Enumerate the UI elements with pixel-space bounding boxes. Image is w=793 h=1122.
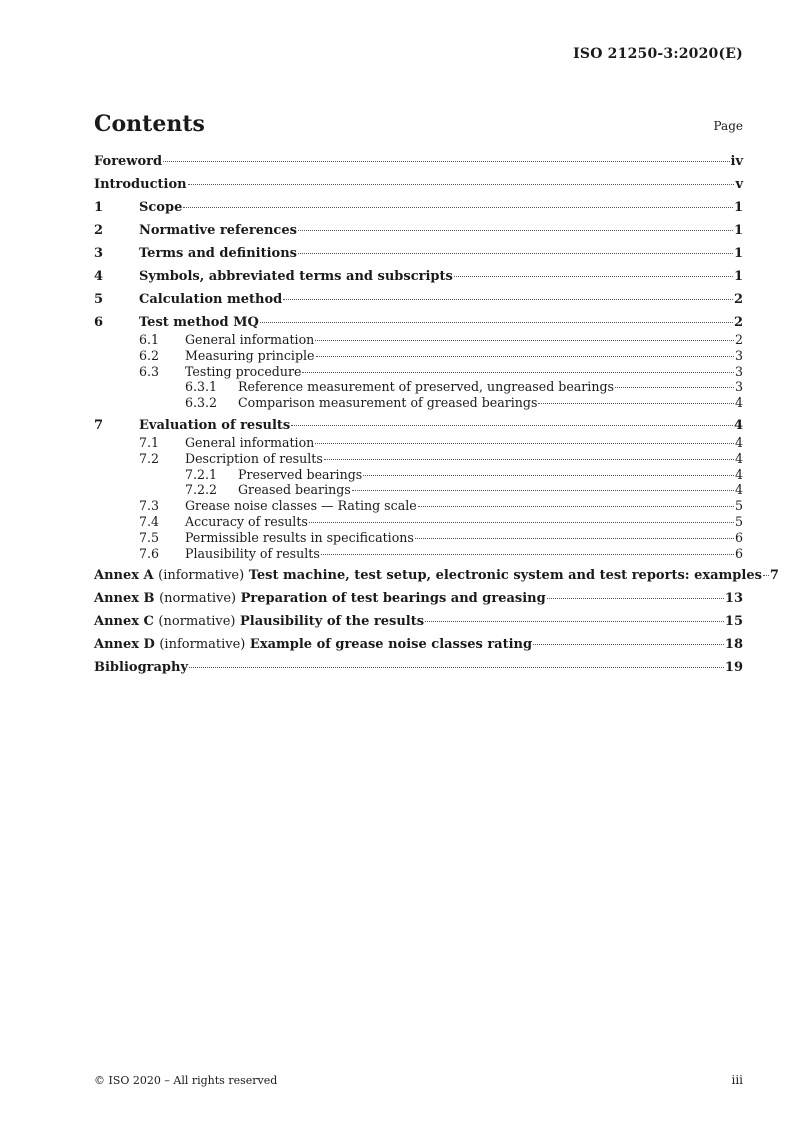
toc-entry-title: Description of results: [185, 450, 323, 466]
toc-entry-page: 5: [734, 513, 743, 529]
toc-entry-title: Testing procedure: [185, 363, 302, 379]
toc-entry[interactable]: [94, 482, 743, 498]
toc-entry[interactable]: [94, 395, 743, 411]
toc-entry-title: Evaluation of results: [139, 417, 291, 433]
dot-leader: [298, 230, 733, 231]
dot-leader: [298, 253, 733, 254]
toc-entry-page: 4: [734, 395, 743, 411]
toc-entry-number: 6.3: [139, 363, 160, 379]
toc-entry-title: Symbols, abbreviated terms and subscripts: [139, 269, 453, 284]
toc-entry-number: 7.2.1: [185, 466, 218, 482]
toc-entry-title: General information: [185, 434, 315, 450]
toc-entry[interactable]: [94, 514, 743, 530]
annex-title: Example of grease noise classes rating: [249, 637, 533, 653]
dot-leader: [260, 322, 733, 323]
dot-leader: [309, 522, 734, 523]
toc-entry-number: 7.1: [139, 434, 160, 450]
annex-kind: (normative): [159, 591, 237, 607]
dot-leader: [352, 490, 734, 491]
toc-entry-title: Calculation method: [139, 292, 283, 307]
toc-entry[interactable]: [94, 200, 743, 216]
toc-entry-page: 6: [734, 529, 743, 545]
toc-entry[interactable]: [94, 591, 743, 607]
dot-leader: [315, 443, 734, 444]
annex-title: Test machine, test setup, electronic system and test reports: examples: [248, 568, 762, 584]
toc-entry-number: 6.1: [139, 332, 160, 347]
toc-entry-page: 2: [734, 332, 743, 347]
toc-entry-number: 7.4: [139, 513, 160, 529]
toc-entry-page: 1: [733, 246, 743, 261]
dot-leader: [183, 207, 733, 208]
dot-leader: [321, 554, 734, 555]
dot-leader: [324, 459, 734, 460]
annex-kind: (informative): [159, 637, 246, 653]
toc-entry-number: 2: [94, 223, 104, 238]
dot-leader: [315, 340, 734, 341]
toc-entry-title: [94, 614, 424, 630]
toc-entry-page: 2: [733, 315, 743, 330]
toc-entry-page: 2: [733, 292, 743, 307]
page-column-label: Page: [713, 119, 743, 133]
toc-entry-number: 3: [94, 246, 104, 261]
toc-entry[interactable]: [94, 269, 743, 285]
dot-leader: [302, 372, 734, 373]
annex-label: Annex B: [94, 591, 155, 607]
toc-entry[interactable]: [94, 292, 743, 308]
toc-entry[interactable]: [94, 498, 743, 514]
dot-leader: [763, 575, 769, 576]
dot-leader: [415, 538, 734, 539]
toc-entry-title: Permissible results in specifications: [185, 529, 414, 545]
toc-entry-page: 4: [733, 417, 743, 433]
document-standard-id: ISO 21250-3:2020(E): [573, 46, 743, 62]
toc-entry-page: 5: [734, 498, 743, 514]
toc-entry-page: 18: [724, 637, 743, 653]
dot-leader: [538, 403, 734, 404]
toc-entry-number: 5: [94, 292, 104, 307]
toc-entry-title: [94, 568, 762, 584]
toc-entry-page: 6: [734, 545, 743, 561]
toc-entry-page: 3: [734, 363, 743, 379]
footer-page-number: iii: [731, 1073, 743, 1087]
toc-entry-title: Greased bearings: [238, 482, 351, 498]
dot-leader: [163, 161, 729, 162]
dot-leader: [291, 425, 733, 426]
toc-entry-title: Terms and definitions: [139, 246, 297, 261]
toc-entry-title: Foreword: [94, 154, 163, 169]
toc-entry-number: 6.3.1: [185, 379, 218, 395]
toc-entry-title: Accuracy of results: [185, 513, 308, 529]
toc-entry-page: 3: [734, 379, 743, 395]
dot-leader: [533, 644, 724, 645]
annex-label: Annex A: [94, 568, 154, 584]
toc-entry[interactable]: [94, 315, 743, 331]
toc-entry[interactable]: [94, 546, 743, 562]
toc-entry[interactable]: [94, 246, 743, 262]
toc-entry-page: iv: [730, 154, 743, 169]
dot-leader: [283, 299, 733, 300]
toc-entry[interactable]: [94, 530, 743, 546]
toc-entry[interactable]: [94, 568, 779, 584]
toc-entry-number: 7: [94, 417, 104, 433]
dot-leader: [425, 621, 724, 622]
footer-copyright: © ISO 2020 – All rights reserved: [94, 1074, 278, 1087]
toc-entry-number: 6: [94, 315, 104, 330]
annex-kind: (normative): [158, 614, 236, 630]
toc-entry[interactable]: [94, 379, 743, 395]
toc-entry-page: 15: [724, 614, 743, 630]
contents-heading: Contents: [94, 111, 205, 137]
toc-entry-page: 7: [769, 568, 779, 584]
toc-entry[interactable]: [94, 332, 743, 348]
toc-entry-page: v: [735, 177, 743, 192]
toc-entry[interactable]: [94, 637, 743, 653]
toc-entry-number: 6.3.2: [185, 395, 218, 411]
dot-leader: [363, 475, 734, 476]
toc-entry[interactable]: [94, 451, 743, 467]
toc-entry-number: 7.2: [139, 450, 160, 466]
toc-entry-number: 6.2: [139, 347, 160, 363]
toc-entry-page: 4: [734, 466, 743, 482]
toc-entry-page: 13: [724, 591, 743, 607]
toc-entry-title: Scope: [139, 200, 183, 215]
toc-entry-number: 7.3: [139, 498, 160, 514]
toc-entry[interactable]: [94, 154, 743, 170]
toc-entry-number: 7.6: [139, 545, 160, 561]
table-of-contents: [94, 154, 779, 677]
toc-entry-title: Grease noise classes — Rating scale: [185, 498, 417, 514]
toc-entry-title: Test method MQ: [139, 315, 259, 330]
toc-entry-title: General information: [185, 332, 315, 347]
annex-label: Annex D: [94, 637, 155, 653]
toc-entry[interactable]: [94, 435, 743, 451]
annex-title: Plausibility of the results: [240, 614, 425, 630]
toc-entry[interactable]: [94, 223, 743, 239]
toc-entry[interactable]: [94, 467, 743, 483]
dot-leader: [188, 184, 735, 185]
toc-entry-page: 1: [733, 223, 743, 238]
toc-entry-title: Bibliography: [94, 660, 189, 676]
toc-entry-number: 4: [94, 269, 104, 284]
toc-entry-title: Normative references: [139, 223, 297, 238]
toc-entry-title: Introduction: [94, 177, 187, 192]
toc-entry-number: 1: [94, 200, 104, 215]
toc-entry[interactable]: [94, 348, 743, 364]
toc-entry[interactable]: [94, 177, 743, 193]
toc-entry-title: Comparison measurement of greased bearings: [238, 395, 538, 411]
toc-entry[interactable]: [94, 614, 743, 630]
dot-leader: [418, 506, 734, 507]
toc-entry[interactable]: [94, 418, 743, 434]
toc-entry-title: Plausibility of results: [185, 545, 320, 561]
annex-label: Annex C: [94, 614, 154, 630]
dot-leader: [547, 598, 724, 599]
annex-title: Preparation of test bearings and greasing: [240, 591, 546, 607]
annex-kind: (informative): [158, 568, 245, 584]
toc-entry-number: 7.2.2: [185, 482, 218, 498]
toc-entry[interactable]: [94, 660, 743, 676]
toc-entry-page: 4: [734, 482, 743, 498]
toc-entry-title: Measuring principle: [185, 347, 315, 363]
toc-entry-title: [94, 637, 532, 653]
dot-leader: [316, 356, 734, 357]
dot-leader: [615, 387, 734, 388]
toc-entry-title: [94, 591, 546, 607]
toc-entry-page: 3: [734, 347, 743, 363]
toc-entry[interactable]: [94, 364, 743, 380]
toc-entry-title: Preserved bearings: [238, 466, 363, 482]
toc-entry-number: 7.5: [139, 529, 160, 545]
toc-entry-page: 1: [733, 269, 743, 284]
toc-entry-page: 4: [734, 450, 743, 466]
dot-leader: [189, 667, 724, 668]
toc-entry-page: 4: [734, 434, 743, 450]
toc-entry-title: Reference measurement of preserved, ungreased bearings: [238, 379, 614, 395]
toc-entry-page: 19: [724, 660, 743, 676]
toc-entry-page: 1: [733, 200, 743, 215]
dot-leader: [454, 276, 733, 277]
